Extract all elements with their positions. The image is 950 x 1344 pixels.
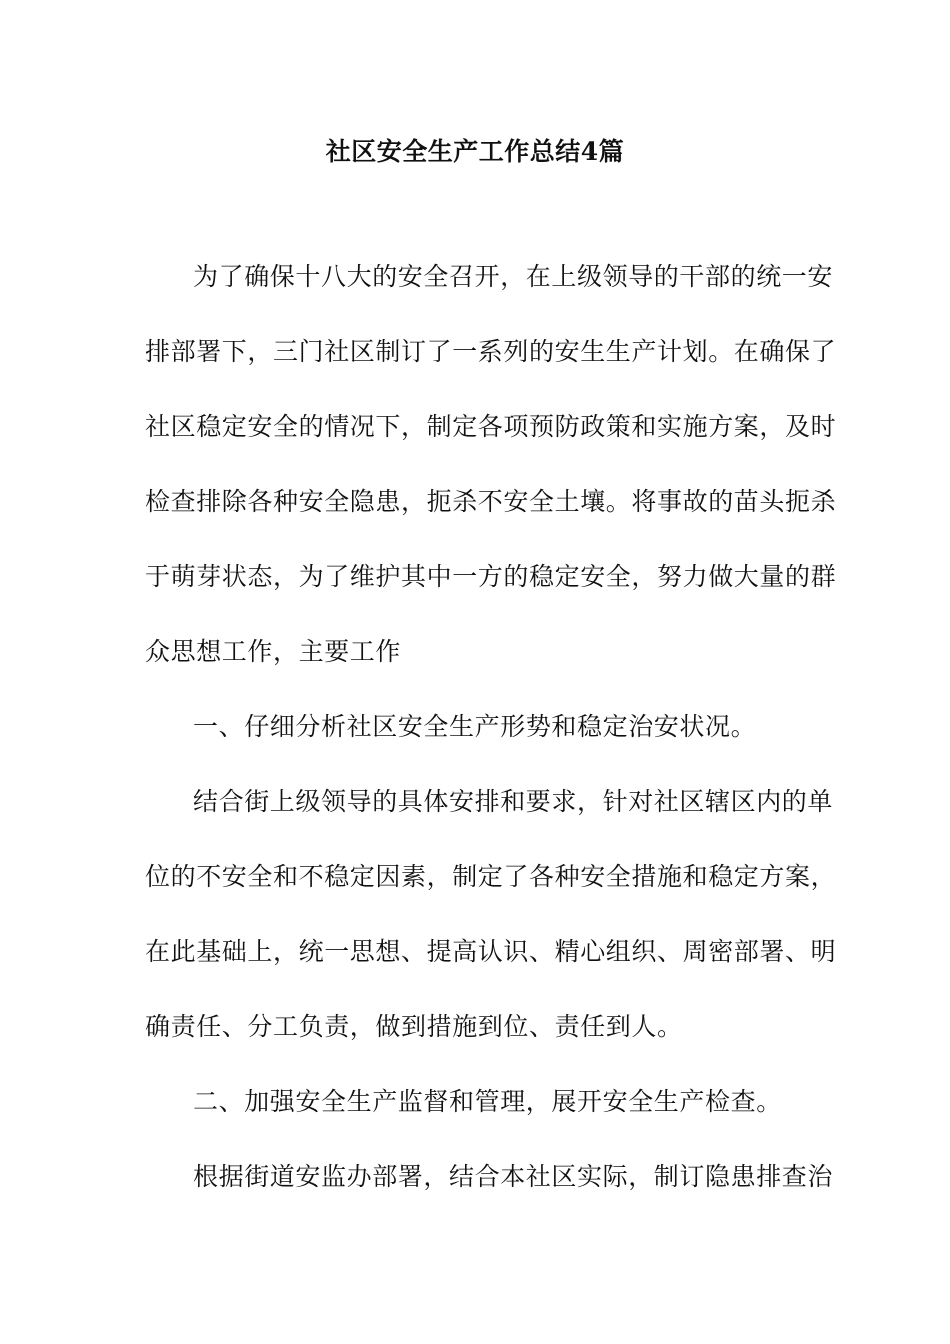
paragraph-line: 排部署下，三门社区制订了一系列的安生生产计划。在确保了 [145,337,837,366]
paragraph-line: 为了确保十八大的安全召开，在上级领导的干部的统一安 [193,262,834,291]
paragraph-line: 位的不安全和不稳定因素，制定了各种安全措施和稳定方案， [145,862,837,891]
paragraph-line: 在此基础上，统一思想、提高认识、精心组织、周密部署、明 [145,937,837,966]
paragraph-line: 根据街道安监办部署，结合本社区实际，制订隐患排查治 [193,1162,834,1191]
paragraph-line: 社区稳定安全的情况下，制定各项预防政策和实施方案，及时 [145,412,837,441]
document-title: 社区安全生产工作总结4篇 [325,137,625,166]
paragraph-line: 众思想工作，主要工作 [145,637,402,666]
paragraph-line: 结合街上级领导的具体安排和要求，针对社区辖区内的单 [193,787,834,816]
document-body [145,252,837,1227]
paragraph-line: 确责任、分工负责，做到措施到位、责任到人。 [145,1012,683,1041]
paragraph-line: 检查排除各种安全隐患，扼杀不安全土壤。将事故的苗头扼杀 [145,487,837,516]
paragraph-line: 于萌芽状态，为了维护其中一方的稳定安全，努力做大量的群 [145,562,837,591]
section-heading: 一、仔细分析社区安全生产形势和稳定治安状况。 [193,712,757,741]
section-heading: 二、加强安全生产监督和管理，展开安全生产检查。 [193,1087,782,1116]
